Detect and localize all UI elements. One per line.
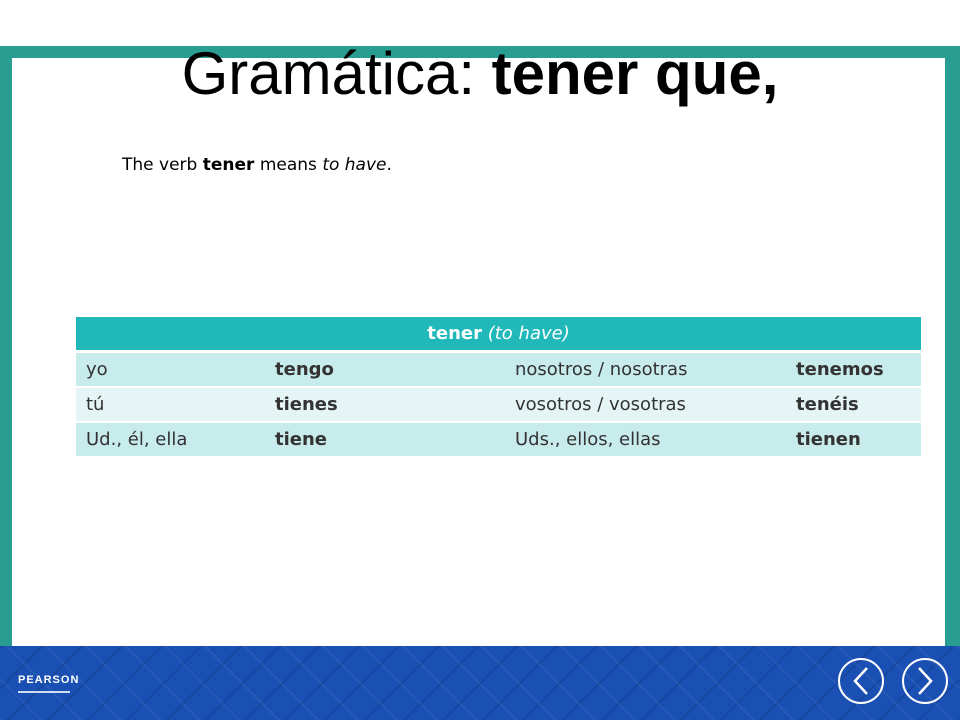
table-row: [76, 422, 921, 457]
pronoun-plural: Uds., ellos, ellas: [505, 422, 786, 457]
title-regular: Gramática:: [181, 40, 492, 107]
pronoun-singular: tú: [76, 387, 265, 422]
table-header: [76, 317, 921, 352]
pronoun-singular: yo: [76, 352, 265, 388]
pronoun-plural: nosotros / nosotras: [505, 352, 786, 388]
subtitle-verb: tener: [202, 155, 255, 175]
previous-slide-button[interactable]: [838, 658, 884, 704]
table-row: [76, 387, 921, 422]
pronoun-plural: vosotros / vosotras: [505, 387, 786, 422]
subtitle-prefix: The verb: [122, 155, 203, 175]
pearson-logo: PEARSON: [18, 674, 80, 686]
header-verb: tener: [427, 323, 482, 344]
form-singular: tiene: [265, 422, 505, 457]
form-plural: tenéis: [786, 387, 921, 422]
chevron-left-icon: [850, 666, 872, 696]
form-singular: tienes: [265, 387, 505, 422]
slide-title: [0, 40, 960, 107]
header-meaning: (to have): [487, 323, 570, 344]
subtitle-meaning: to have: [322, 155, 387, 175]
chevron-right-icon: [914, 666, 936, 696]
footer-bar: [0, 646, 960, 720]
form-plural: tienen: [786, 422, 921, 457]
next-slide-button[interactable]: [902, 658, 948, 704]
table-row: [76, 352, 921, 388]
subtitle-suffix: .: [386, 155, 392, 175]
table-header-row: [76, 317, 921, 352]
slide-subtitle: [122, 155, 392, 175]
title-bold: tener que,: [491, 40, 779, 107]
form-plural: tenemos: [786, 352, 921, 388]
form-singular: tengo: [265, 352, 505, 388]
logo-underline: [18, 691, 70, 693]
pronoun-singular: Ud., él, ella: [76, 422, 265, 457]
subtitle-middle: means: [254, 155, 323, 175]
conjugation-table: [76, 317, 921, 458]
